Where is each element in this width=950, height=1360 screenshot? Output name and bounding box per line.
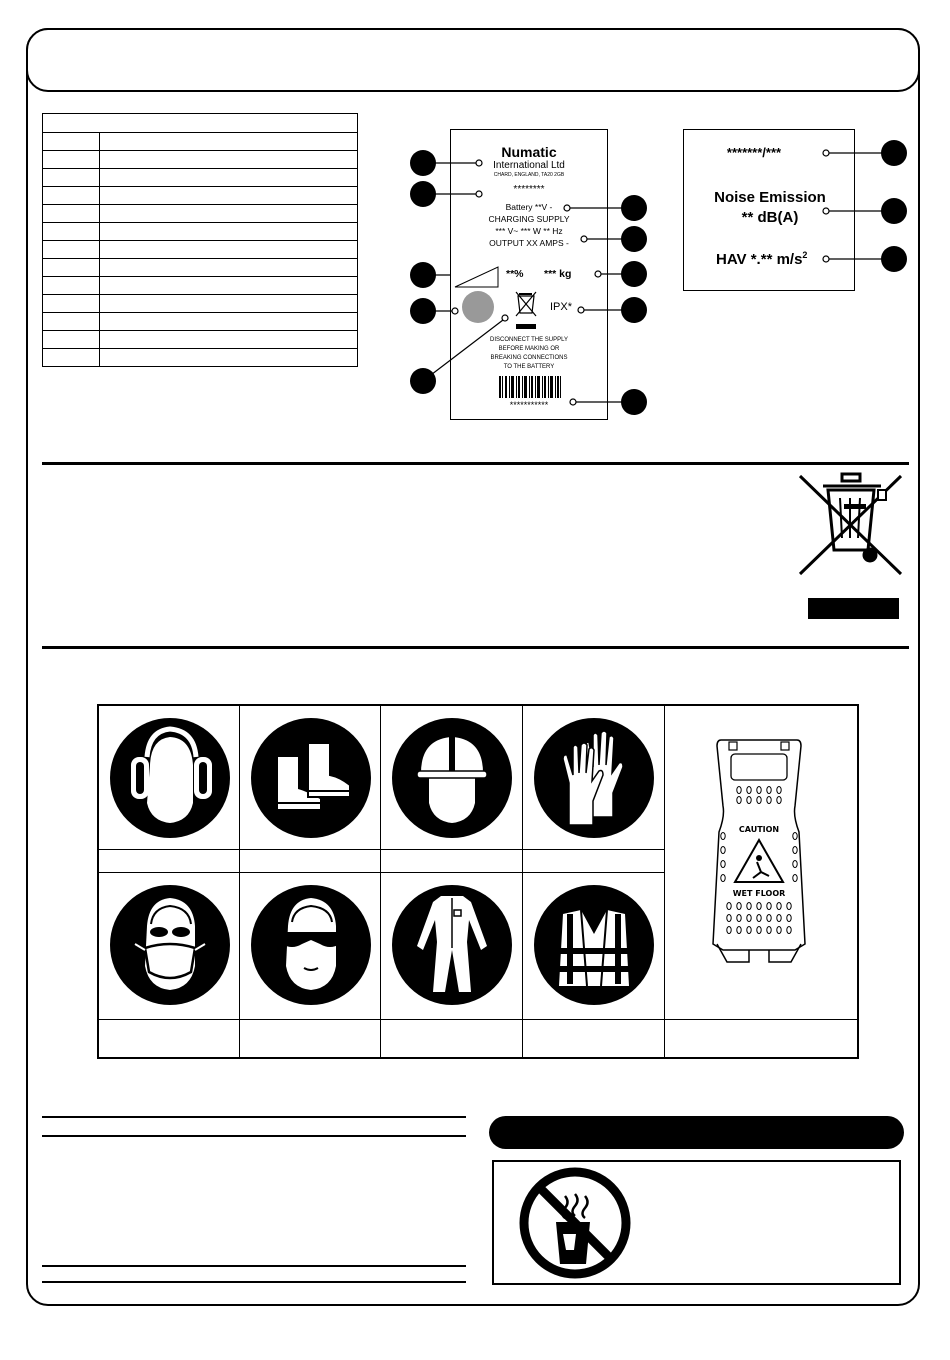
plate-charging: CHARGING SUPPLY <box>488 214 570 224</box>
wet-floor-sign-top: CAUTION <box>738 825 780 834</box>
safety-glasses-icon <box>250 884 372 1006</box>
plate-warning-3: BREAKING CONNECTIONS <box>490 355 568 361</box>
hav-superscript: 2 <box>802 250 808 260</box>
dust-mask-icon <box>109 884 231 1006</box>
callout-marker <box>410 368 436 394</box>
hav-label: HAV *.** m/s <box>716 251 803 268</box>
plate-weight: *** kg <box>544 268 572 280</box>
hav-value <box>716 250 807 268</box>
callout-marker <box>621 261 647 287</box>
callout-marker <box>410 262 436 288</box>
plate-ipx: IPX* <box>550 301 573 313</box>
callout-marker <box>621 226 647 252</box>
plate-warning-2: BEFORE MAKING OR <box>498 346 560 352</box>
plate-warning-4: TO THE BATTERY <box>503 364 555 370</box>
ppe-grid <box>97 704 859 1059</box>
callout-marker <box>621 297 647 323</box>
plate-company: International Ltd <box>493 160 565 171</box>
plate-brand: Numatic <box>501 144 557 160</box>
noise-plate <box>683 129 855 291</box>
plate-output: OUTPUT XX AMPS - <box>489 238 569 248</box>
overalls-icon <box>391 884 513 1006</box>
section-divider <box>42 462 909 465</box>
callout-marker <box>881 198 907 224</box>
noise-emission-label: Noise Emission <box>714 189 826 206</box>
hi-vis-vest-icon <box>533 884 655 1006</box>
callout-marker <box>410 150 436 176</box>
weee-black-bar <box>808 598 899 619</box>
section-divider <box>42 646 909 649</box>
callout-marker <box>881 246 907 272</box>
gloves-icon <box>533 717 655 839</box>
plate-address: CHARD, ENGLAND, TA20 2GB <box>493 172 565 178</box>
rule-line <box>42 1135 466 1137</box>
callout-marker <box>881 140 907 166</box>
no-drinking-water-icon <box>518 1166 632 1280</box>
rule-line <box>42 1281 466 1283</box>
section-pill-header <box>489 1116 904 1149</box>
callout-marker <box>410 181 436 207</box>
callout-marker <box>621 195 647 221</box>
plate-serial: *********** <box>509 400 549 410</box>
wet-floor-sign-bottom: WET FLOOR <box>732 889 786 898</box>
noise-emission-value: ** dB(A) <box>741 209 799 226</box>
wet-floor-sign-icon <box>709 736 809 982</box>
safety-boots-icon <box>250 717 372 839</box>
plate-supply: *** V~ *** W ** Hz <box>495 226 563 236</box>
weee-crossed-bin-icon <box>798 466 904 578</box>
ear-protection-icon <box>109 717 231 839</box>
plate-warning-1: DISCONNECT THE SUPPLY <box>489 337 569 343</box>
plate-model-code: ******** <box>513 184 545 195</box>
hard-hat-icon <box>391 717 513 839</box>
plate-battery: Battery **V - <box>505 202 553 212</box>
rule-line <box>42 1116 466 1118</box>
callout-marker <box>410 298 436 324</box>
no-drinking-box <box>492 1160 901 1285</box>
noise-plate-code: *******/*** <box>726 145 782 160</box>
plate-slope: **% <box>506 268 524 280</box>
rule-line <box>42 1265 466 1267</box>
callout-marker <box>621 389 647 415</box>
